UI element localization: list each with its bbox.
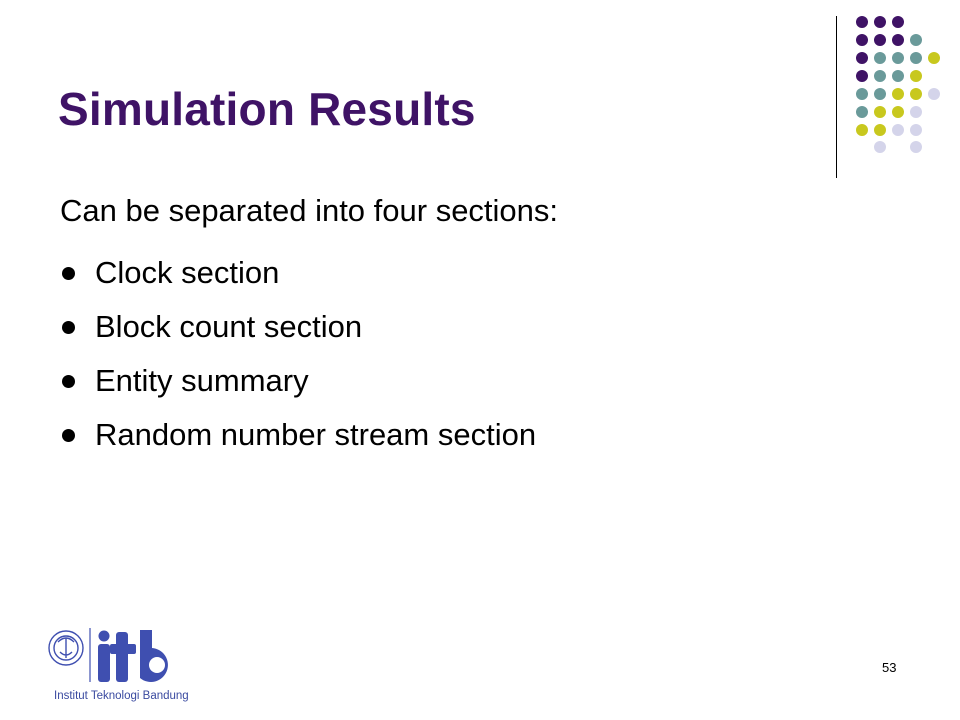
bullet-text: Random number stream section <box>95 417 537 452</box>
bullet-item <box>60 408 536 462</box>
bullet-text: Block count section <box>95 309 363 344</box>
bullet-icon <box>62 267 75 280</box>
bullet-list <box>60 246 536 462</box>
bullet-icon <box>62 429 75 442</box>
bullet-text: Entity summary <box>95 363 309 398</box>
bullet-icon <box>62 375 75 388</box>
decorative-vertical-line <box>836 16 837 178</box>
decorative-dot-grid <box>850 14 950 154</box>
logo-caption: Institut Teknologi Bandung <box>54 690 189 702</box>
bullet-text: Clock section <box>95 255 280 290</box>
bullet-item <box>60 300 536 354</box>
bullet-icon <box>62 321 75 334</box>
slide-title: Simulation Results <box>58 83 476 135</box>
bullet-item <box>60 246 536 300</box>
bullet-item <box>60 354 536 408</box>
page-number: 53 <box>882 660 897 675</box>
slide-intro: Can be separated into four sections: <box>60 193 559 228</box>
